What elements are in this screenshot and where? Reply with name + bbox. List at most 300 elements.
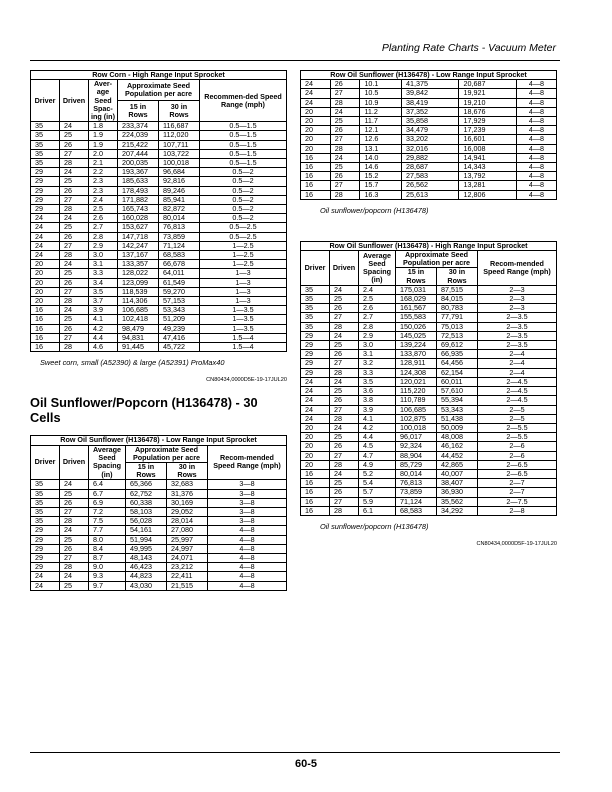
driven-cell: 27 <box>330 89 360 98</box>
page-header-title: Planting Rate Charts - Vacuum Meter <box>381 42 556 54</box>
speed-range-cell: 1—2.5 <box>200 251 287 260</box>
driven-cell: 26 <box>60 498 89 507</box>
driven-cell: 26 <box>330 126 360 135</box>
speed-range-cell: 1—3 <box>200 287 287 296</box>
population-30in-cell: 32,683 <box>167 480 208 489</box>
population-30in-cell: 21,515 <box>167 581 208 590</box>
driver-cell: 16 <box>301 469 330 478</box>
table-row <box>301 442 557 451</box>
spacing-cell: 2.0 <box>89 149 118 158</box>
driven-cell: 25 <box>60 489 89 498</box>
driver-cell: 24 <box>301 414 330 423</box>
spacing-cell: 7.2 <box>89 507 126 516</box>
driven-cell: 27 <box>60 195 89 204</box>
spacing-cell: 11.2 <box>360 107 402 116</box>
spacing-cell: 2.6 <box>359 304 396 313</box>
driven-cell: 25 <box>330 163 360 172</box>
population-30in-cell: 12,806 <box>459 190 516 199</box>
spacing-cell: 15.2 <box>360 172 402 181</box>
population-15in-cell: 34,479 <box>402 126 459 135</box>
speed-range-cell: 4—8 <box>208 544 287 553</box>
population-30in-cell: 38,407 <box>437 479 478 488</box>
population-30in-cell: 80,014 <box>159 214 200 223</box>
driver-cell: 24 <box>301 98 331 107</box>
spacing-cell: 4.9 <box>359 460 396 469</box>
col-spacing-header: Average Seed Spacing (in) <box>89 445 126 480</box>
driven-cell: 28 <box>60 159 89 168</box>
driver-cell: 16 <box>301 172 331 181</box>
driven-cell: 25 <box>330 341 359 350</box>
population-30in-cell: 107,711 <box>159 140 200 149</box>
population-30in-cell: 100,018 <box>159 159 200 168</box>
population-30in-cell: 44,452 <box>437 451 478 460</box>
speed-range-cell: 4—8 <box>516 163 556 172</box>
speed-range-cell: 2—3 <box>478 304 557 313</box>
population-15in-cell: 178,493 <box>118 186 159 195</box>
population-15in-cell: 92,324 <box>396 442 437 451</box>
speed-range-cell: 1—3 <box>200 269 287 278</box>
driven-cell: 25 <box>330 387 359 396</box>
driven-cell: 28 <box>330 322 359 331</box>
driver-cell: 20 <box>301 442 330 451</box>
speed-range-cell: 0.5—2 <box>200 214 287 223</box>
col-15in-header: 15 in Rows <box>118 101 159 122</box>
col-driven-header: Driven <box>60 80 89 122</box>
driven-cell: 28 <box>60 205 89 214</box>
col-30in-header: 30 in Rows <box>437 268 478 285</box>
spacing-cell: 10.1 <box>360 80 402 89</box>
driven-cell: 24 <box>60 168 89 177</box>
driven-cell: 27 <box>330 405 359 414</box>
sunflower-low-table-body <box>31 480 287 590</box>
population-15in-cell: 32,016 <box>402 144 459 153</box>
population-15in-cell: 91,445 <box>118 343 159 352</box>
driven-cell: 27 <box>330 181 360 190</box>
driver-cell: 16 <box>31 324 60 333</box>
population-15in-cell: 128,911 <box>396 359 437 368</box>
driven-cell: 28 <box>60 297 89 306</box>
speed-range-cell: 2—4.5 <box>478 387 557 396</box>
driver-cell: 16 <box>31 333 60 342</box>
driver-cell: 35 <box>31 149 60 158</box>
driver-cell: 20 <box>301 135 331 144</box>
spacing-cell: 4.1 <box>89 315 118 324</box>
spacing-cell: 2.8 <box>359 322 396 331</box>
driven-cell: 27 <box>330 359 359 368</box>
corn-table-caption: Sweet corn, small (A52390) & large (A52391) ProMax40 <box>40 358 225 368</box>
table-row <box>301 322 557 331</box>
table-row <box>31 315 287 324</box>
spacing-cell: 11.7 <box>360 117 402 126</box>
driven-cell: 24 <box>330 469 359 478</box>
speed-range-cell: 2—5.5 <box>478 433 557 442</box>
driver-cell: 35 <box>301 295 330 304</box>
driver-cell: 16 <box>301 153 331 162</box>
driven-cell: 28 <box>330 414 359 423</box>
population-30in-cell: 27,080 <box>167 526 208 535</box>
spacing-cell: 5.9 <box>359 497 396 506</box>
driver-cell: 24 <box>301 377 330 386</box>
spacing-cell: 4.1 <box>359 414 396 423</box>
driver-cell: 29 <box>31 168 60 177</box>
population-30in-cell: 51,438 <box>437 414 478 423</box>
driven-cell: 25 <box>60 223 89 232</box>
driven-cell: 24 <box>330 285 359 294</box>
spacing-cell: 9.3 <box>89 572 126 581</box>
driven-cell: 27 <box>60 241 89 250</box>
population-15in-cell: 185,633 <box>118 177 159 186</box>
speed-range-cell: 2—3.5 <box>478 341 557 350</box>
driver-cell: 29 <box>301 341 330 350</box>
population-30in-cell: 40,007 <box>437 469 478 478</box>
population-15in-cell: 193,367 <box>118 168 159 177</box>
speed-range-cell: 2—4 <box>478 368 557 377</box>
population-30in-cell: 80,783 <box>437 304 478 313</box>
population-15in-cell: 46,423 <box>126 563 167 572</box>
driver-cell: 20 <box>31 287 60 296</box>
population-30in-cell: 22,411 <box>167 572 208 581</box>
population-30in-cell: 34,292 <box>437 506 478 515</box>
population-15in-cell: 233,374 <box>118 122 159 131</box>
population-30in-cell: 19,921 <box>459 89 516 98</box>
col-30in-header: 30 in Rows <box>167 462 208 479</box>
spacing-cell: 3.2 <box>359 359 396 368</box>
speed-range-cell: 3—8 <box>208 489 287 498</box>
driven-cell: 26 <box>330 442 359 451</box>
population-15in-cell: 115,220 <box>396 387 437 396</box>
driver-cell: 35 <box>301 285 330 294</box>
driver-cell: 29 <box>31 177 60 186</box>
speed-range-cell: 4—8 <box>516 80 556 89</box>
table-row <box>301 144 557 153</box>
table-row <box>31 526 287 535</box>
driver-cell: 16 <box>31 315 60 324</box>
table-row <box>31 572 287 581</box>
speed-range-cell: 3—8 <box>208 480 287 489</box>
driven-cell: 25 <box>60 535 89 544</box>
population-15in-cell: 150,026 <box>396 322 437 331</box>
driver-cell: 24 <box>301 387 330 396</box>
driver-cell: 16 <box>31 343 60 352</box>
col-spacing-header: Average Seed Spacing (in) <box>359 251 396 286</box>
driven-cell: 26 <box>330 488 359 497</box>
driven-cell: 28 <box>60 563 89 572</box>
speed-range-cell: 2—7 <box>478 479 557 488</box>
population-30in-cell: 92,816 <box>159 177 200 186</box>
driver-cell: 35 <box>31 122 60 131</box>
spacing-cell: 8.0 <box>89 535 126 544</box>
driven-cell: 24 <box>60 122 89 131</box>
speed-range-cell: 2—3.5 <box>478 313 557 322</box>
driven-cell: 28 <box>330 98 360 107</box>
spacing-cell: 3.6 <box>359 387 396 396</box>
population-15in-cell: 137,167 <box>118 251 159 260</box>
speed-range-cell: 2—3 <box>478 295 557 304</box>
col-population-header: Approximate Seed Population per acre <box>118 80 200 101</box>
population-15in-cell: 56,028 <box>126 517 167 526</box>
spacing-cell: 7.7 <box>89 526 126 535</box>
population-30in-cell: 14,343 <box>459 163 516 172</box>
population-30in-cell: 57,610 <box>437 387 478 396</box>
speed-range-cell: 4—8 <box>516 126 556 135</box>
driven-cell: 28 <box>60 343 89 352</box>
driven-cell: 27 <box>60 553 89 562</box>
population-15in-cell: 41,375 <box>402 80 459 89</box>
population-30in-cell: 75,013 <box>437 322 478 331</box>
table-row <box>301 190 557 199</box>
driver-cell: 35 <box>301 322 330 331</box>
population-15in-cell: 29,882 <box>402 153 459 162</box>
sunflower-reference-code: CN80434,0000D5F-19-17JUL20 <box>476 540 557 547</box>
population-15in-cell: 153,627 <box>118 223 159 232</box>
driven-cell: 28 <box>330 144 360 153</box>
population-30in-cell: 53,343 <box>437 405 478 414</box>
driver-cell: 29 <box>31 535 60 544</box>
col-driven-header: Driven <box>330 251 359 286</box>
spacing-cell: 3.4 <box>89 278 118 287</box>
speed-range-cell: 0.5—2 <box>200 177 287 186</box>
population-30in-cell: 47,416 <box>159 333 200 342</box>
speed-range-cell: 2—5 <box>478 405 557 414</box>
population-15in-cell: 133,870 <box>396 350 437 359</box>
population-15in-cell: 114,306 <box>118 297 159 306</box>
driven-cell: 24 <box>330 423 359 432</box>
driver-cell: 20 <box>31 297 60 306</box>
spacing-cell: 12.6 <box>360 135 402 144</box>
speed-range-cell: 0.5—2.5 <box>200 223 287 232</box>
table-row <box>31 480 287 489</box>
speed-range-cell: 4—8 <box>516 98 556 107</box>
spacing-cell: 4.5 <box>359 442 396 451</box>
population-30in-cell: 20,687 <box>459 80 516 89</box>
population-15in-cell: 28,687 <box>402 163 459 172</box>
driver-cell: 16 <box>301 488 330 497</box>
driven-cell: 25 <box>330 479 359 488</box>
speed-range-cell: 2—6.5 <box>478 460 557 469</box>
speed-range-cell: 0.5—2.5 <box>200 232 287 241</box>
col-population-header: Approximate Seed Population per acre <box>126 445 208 462</box>
sunflower-high-table-body <box>301 285 557 515</box>
table-row <box>301 181 557 190</box>
driven-cell: 24 <box>60 480 89 489</box>
population-30in-cell: 84,015 <box>437 295 478 304</box>
table-row <box>301 396 557 405</box>
left-column <box>30 70 287 591</box>
population-30in-cell: 73,859 <box>159 232 200 241</box>
spacing-cell: 4.2 <box>359 423 396 432</box>
speed-range-cell: 1—3.5 <box>200 306 287 315</box>
driver-cell: 24 <box>31 232 60 241</box>
driver-cell: 24 <box>31 251 60 260</box>
speed-range-cell: 1—2.5 <box>200 260 287 269</box>
speed-range-cell: 4—8 <box>208 535 287 544</box>
population-30in-cell: 66,935 <box>437 350 478 359</box>
speed-range-cell: 1—3 <box>200 278 287 287</box>
driver-cell: 29 <box>31 195 60 204</box>
spacing-cell: 2.9 <box>359 331 396 340</box>
table-row <box>31 343 287 352</box>
driver-cell: 24 <box>31 241 60 250</box>
driven-cell: 26 <box>60 232 89 241</box>
population-15in-cell: 58,103 <box>126 507 167 516</box>
speed-range-cell: 0.5—2 <box>200 205 287 214</box>
driven-cell: 26 <box>330 396 359 405</box>
driven-cell: 27 <box>60 507 89 516</box>
spacing-cell: 5.4 <box>359 479 396 488</box>
population-30in-cell: 17,929 <box>459 117 516 126</box>
driven-cell: 27 <box>330 135 360 144</box>
population-30in-cell: 62,154 <box>437 368 478 377</box>
population-15in-cell: 26,562 <box>402 181 459 190</box>
spacing-cell: 4.2 <box>89 324 118 333</box>
spacing-cell: 3.1 <box>89 260 118 269</box>
col-driver-header: Driver <box>31 80 60 122</box>
population-30in-cell: 25,997 <box>167 535 208 544</box>
population-15in-cell: 165,743 <box>118 205 159 214</box>
spacing-cell: 2.6 <box>89 214 118 223</box>
population-30in-cell: 29,052 <box>167 507 208 516</box>
driver-cell: 35 <box>31 480 60 489</box>
population-30in-cell: 48,008 <box>437 433 478 442</box>
table-row <box>301 405 557 414</box>
spacing-cell: 2.7 <box>359 313 396 322</box>
spacing-cell: 3.0 <box>359 341 396 350</box>
population-15in-cell: 160,028 <box>118 214 159 223</box>
population-30in-cell: 96,684 <box>159 168 200 177</box>
speed-range-cell: 2—3.5 <box>478 331 557 340</box>
driven-cell: 27 <box>330 497 359 506</box>
speed-range-cell: 4—8 <box>516 107 556 116</box>
driver-cell: 24 <box>301 405 330 414</box>
table-row <box>301 506 557 515</box>
spacing-cell: 3.8 <box>359 396 396 405</box>
population-15in-cell: 124,308 <box>396 368 437 377</box>
driver-cell: 29 <box>301 350 330 359</box>
population-30in-cell: 89,246 <box>159 186 200 195</box>
driver-cell: 35 <box>31 498 60 507</box>
driven-cell: 24 <box>330 377 359 386</box>
speed-range-cell: 4—8 <box>208 553 287 562</box>
speed-range-cell: 3—8 <box>208 498 287 507</box>
driven-cell: 24 <box>60 572 89 581</box>
population-30in-cell: 35,562 <box>437 497 478 506</box>
population-15in-cell: 168,029 <box>396 295 437 304</box>
population-30in-cell: 24,071 <box>167 553 208 562</box>
driven-cell: 26 <box>60 544 89 553</box>
spacing-cell: 3.3 <box>89 269 118 278</box>
population-15in-cell: 98,479 <box>118 324 159 333</box>
sunflower-low-caption: Oil sunflower/popcorn (H136478) <box>320 205 429 215</box>
speed-range-cell: 1—3.5 <box>200 324 287 333</box>
population-30in-cell: 13,792 <box>459 172 516 181</box>
population-15in-cell: 85,729 <box>396 460 437 469</box>
spacing-cell: 3.5 <box>359 377 396 386</box>
population-15in-cell: 62,752 <box>126 489 167 498</box>
speed-range-cell: 0.5—2 <box>200 186 287 195</box>
driven-cell: 25 <box>60 581 89 590</box>
population-15in-cell: 49,995 <box>126 544 167 553</box>
driven-cell: 27 <box>330 451 359 460</box>
speed-range-cell: 0.5—1.5 <box>200 159 287 168</box>
driven-cell: 26 <box>330 172 360 181</box>
driver-cell: 24 <box>31 214 60 223</box>
driver-cell: 35 <box>31 517 60 526</box>
driver-cell: 20 <box>301 117 331 126</box>
population-15in-cell: 145,025 <box>396 331 437 340</box>
corn-rate-table <box>30 70 287 352</box>
population-30in-cell: 57,153 <box>159 297 200 306</box>
spacing-cell: 5.7 <box>359 488 396 497</box>
spacing-cell: 16.3 <box>360 190 402 199</box>
driver-cell: 29 <box>31 205 60 214</box>
population-30in-cell: 55,394 <box>437 396 478 405</box>
spacing-cell: 6.7 <box>89 489 126 498</box>
spacing-cell: 3.5 <box>89 287 118 296</box>
speed-range-cell: 2—7.5 <box>478 497 557 506</box>
population-15in-cell: 155,583 <box>396 313 437 322</box>
driver-cell: 16 <box>301 506 330 515</box>
corn-reference-code: CN80434,0000D5E-19-17JUL20 <box>206 377 287 384</box>
speed-range-cell: 2—7 <box>478 488 557 497</box>
population-30in-cell: 85,941 <box>159 195 200 204</box>
population-30in-cell: 82,872 <box>159 205 200 214</box>
sunflower-high-table-title: Row Oil Sunflower (H136478) - High Range Input Sprocket <box>301 241 557 250</box>
speed-range-cell: 4—8 <box>208 572 287 581</box>
population-15in-cell: 25,613 <box>402 190 459 199</box>
table-row <box>31 223 287 232</box>
spacing-cell: 2.4 <box>359 285 396 294</box>
table-row <box>31 535 287 544</box>
population-15in-cell: 161,567 <box>396 304 437 313</box>
speed-range-cell: 4—8 <box>208 526 287 535</box>
driven-cell: 28 <box>60 517 89 526</box>
sunflower-low-continued-title: Row Oil Sunflower (H136478) - Low Range Input Sprocket <box>301 71 557 80</box>
population-30in-cell: 30,169 <box>167 498 208 507</box>
speed-range-cell: 2—6.5 <box>478 469 557 478</box>
speed-range-cell: 3—8 <box>208 507 287 516</box>
driver-cell: 16 <box>301 181 331 190</box>
spacing-cell: 3.0 <box>89 251 118 260</box>
spacing-cell: 2.2 <box>89 168 118 177</box>
population-30in-cell: 53,343 <box>159 306 200 315</box>
population-30in-cell: 64,456 <box>437 359 478 368</box>
col-15in-header: 15 in Rows <box>126 462 167 479</box>
table-row <box>301 98 557 107</box>
population-30in-cell: 13,281 <box>459 181 516 190</box>
speed-range-cell: 4—8 <box>516 153 556 162</box>
population-15in-cell: 102,875 <box>396 414 437 423</box>
population-15in-cell: 94,831 <box>118 333 159 342</box>
population-30in-cell: 14,941 <box>459 153 516 162</box>
driver-cell: 16 <box>301 190 331 199</box>
driven-cell: 25 <box>60 177 89 186</box>
population-30in-cell: 36,930 <box>437 488 478 497</box>
spacing-cell: 9.7 <box>89 581 126 590</box>
population-15in-cell: 142,247 <box>118 241 159 250</box>
driver-cell: 20 <box>301 423 330 432</box>
table-row <box>31 581 287 590</box>
population-15in-cell: 139,224 <box>396 341 437 350</box>
speed-range-cell: 4—8 <box>516 135 556 144</box>
population-30in-cell: 23,212 <box>167 563 208 572</box>
speed-range-cell: 4—8 <box>516 144 556 153</box>
footer-rule <box>30 752 560 753</box>
spacing-cell: 4.4 <box>359 433 396 442</box>
population-15in-cell: 106,685 <box>118 306 159 315</box>
driver-cell: 29 <box>301 359 330 368</box>
sunflower-high-range-table <box>300 241 557 516</box>
population-15in-cell: 118,539 <box>118 287 159 296</box>
